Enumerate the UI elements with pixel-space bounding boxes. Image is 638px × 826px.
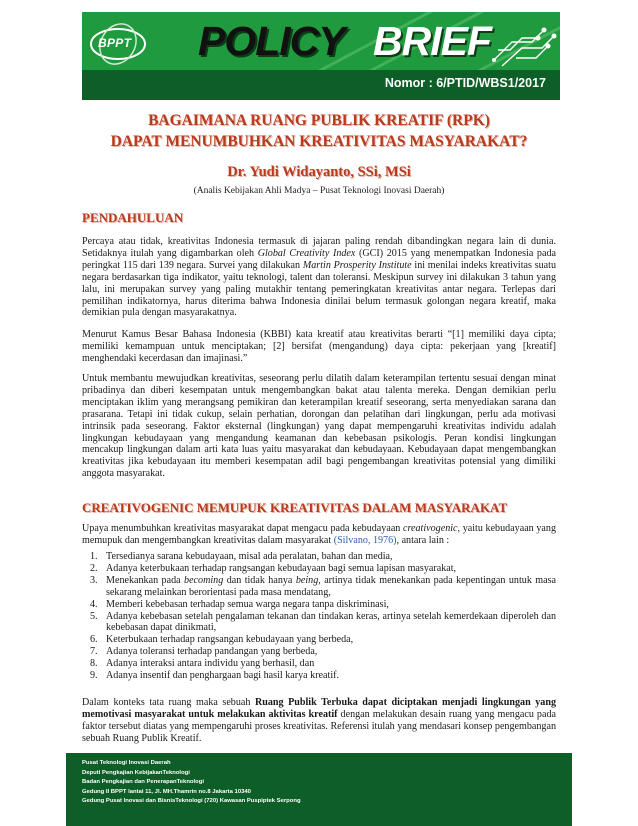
section-heading-pendahuluan: PENDAHULUAN [82,210,184,225]
text-run: dan tidak hanya [223,574,296,586]
list-item-text: Adanya keterbukaan terhadap rangsangan kebudayaan bagi semua lapisan masyarakat, [106,562,457,574]
list-number: 2. [90,562,98,574]
text-run-bold: Ruang Publik Terbuka dapat diciptakan menjadi lingkungan yang memotivasi masyarakat untuk melakukan aktivitas kreatif [82,697,556,720]
text-run-italic: being [295,574,319,586]
list-item-text: Adanya interaksi antara individu yang berhasil, dan [106,658,315,670]
text-run-italic: Martin Prosperity Institute [302,259,412,271]
text-run: Dalam konteks tata ruang maka sebuah [82,697,255,708]
footer-line: Gedung Pusat Inovasi dan BisnisTeknologi (720) Kawasan Puspiptek Serpong [82,798,301,805]
author-name: Dr. Yudi Widayanto, SSi, MSi [227,164,411,180]
list-item [82,551,556,563]
list-item-text: Adanya toleransi terhadap pandangan yang berbeda, [106,646,318,658]
document-title-line1: BAGAIMANA RUANG PUBLIK KREATIF (RPK) [148,112,490,129]
text-run-italic: becoming [184,574,224,586]
list-number: 6. [90,634,98,646]
paragraph-creativogenic-intro [82,523,556,547]
list-item [82,575,556,599]
text-run: Upaya menumbuhkan kreativitas masyarakat dapat mengacu pada kebudayaan [82,523,403,534]
list-number: 8. [90,658,98,670]
list-number: 4. [90,598,98,610]
list-number: 3. [90,574,98,586]
footer-line: Badan Pengkajian dan PenerapanTeknologi [82,779,204,786]
creativogenic-list [82,551,556,682]
banner-title-brief: BRIEF [373,18,491,64]
list-item-text: Adanya kebebasan setelah pengalaman tekanan dan tindakan keras, artinya setelah kemerdekaan diperoleh dan kebebasan dapat dinikmati, [106,610,556,634]
footer-address [82,759,301,807]
banner-title-policy: POLICY [198,18,345,64]
footer-address-band [66,753,572,826]
list-item-text: Adanya insentif dan penghargaan bagi hasil karya kreatif. [106,670,340,682]
text-run: dengan melakukan desain ruang yang mengacu pada faktor tersebut diatas yang mempengaruhi proses kreativitas. Referensi itulah yang mendasari konsep pengembangan sebuah Ruang Publik Kreatif. [82,708,556,744]
list-item [82,611,556,635]
document-title-line2: DAPAT MENUMBUHKAN KREATIVITAS MASYARAKAT? [110,133,528,150]
section-heading-creativogenic: CREATIVOGENIC MEMUPUK KREATIVITAS DALAM MASYARAKAT [82,500,508,515]
text-run: ini menilai indeks kreativitas suatu negara berdasarkan tiga indikator, yaitu teknologi, talent dan toleransi. Meskipun survey ini dilakukan 3 tahun yang lalu, ini merupakan survey yang paling mutakhir tentang pemeringkatan kreativitas antar negara. Terlepas dari pemilihan indikatornya, harus diterima bahwa Indonesia dinilai belum termasuk golongan negara kreatif, maka demikian pula dengan masyarakatnya. [82,259,556,319]
footer-line: Gedung II BPPT lantai 11, Jl. MH.Thamrin no.8 Jakarta 10340 [82,788,251,795]
text-run-italic: Global Creativity Index [257,247,356,259]
document-title [60,110,578,152]
list-item [82,658,556,670]
list-item-text: Tersedianya sarana kebudayaan, misal ada peralatan, bahan dan media, [106,551,393,562]
list-number: 7. [90,646,98,658]
text-run-italic: creativogenic [402,523,458,534]
paragraph-kbbi: Menurut Kamus Besar Bahasa Indonesia (KBBI) kata kreatif atau kreativitas berarti “[1] memiliki daya cipta; memiliki kemampuan untuk menciptakan; [2] bersifat (mengandung) daya cipta: pekerjaan yang [kreatif] menghendaki kecerdasan dan imajinasi.” [82,329,556,364]
document-number: Nomor : 6/PTID/WBS1/2017 [384,76,546,90]
list-item [82,646,556,658]
text-run: , yaitu kebudayaan yang memupuk dan mengembangkan kreativitas dalam masyarakat [82,523,556,546]
text-run: Percaya atau tidak, kreativitas Indonesia termasuk di jajaran paling rendah dibandingkan negara lain di dunia. Setidaknya itulah yang digambarkan oleh [82,236,556,259]
list-item [82,670,556,682]
author-affiliation: (Analis Kebijakan Ahli Madya – Pusat Teknologi Inovasi Daerah) [193,186,445,196]
list-item [82,599,556,611]
circuit-board-icon [492,20,558,68]
text-run: (GCI) 2015 yang menempatkan Indonesia pada peringkat 115 dari 139 negara. Survei yang dilakukan [82,247,556,271]
list-item [82,563,556,575]
text-run: , antara lain : [396,534,450,546]
text-run: , artinya tidak menekankan pada kepentingan untuk masa sekarang melainkan berorientasi pada masa mendatang, [106,574,557,598]
paragraph-intro [82,236,556,319]
list-number: 1. [90,551,98,562]
list-number: 5. [90,610,98,622]
footer-line: Pusat Teknologi Inovasi Daerah [82,760,171,766]
text-run: Menekankan pada [106,574,185,586]
footer-line: Deputi Pengkajian KebijakanTeknologi [82,769,190,776]
list-item-text: Memberi kebebasan terhadap semua warga negara tanpa diskriminasi, [106,598,389,610]
bppt-logo-text: BPPT [98,36,132,50]
policy-brief-banner [82,12,560,100]
list-number: 9. [90,670,98,682]
list-item-text: Keterbukaan terhadap rangsangan kebudayaan yang berbeda, [106,634,354,646]
paragraph-closing [82,697,556,745]
list-item [82,634,556,646]
citation-link[interactable]: (Silvano, 1976) [333,534,397,546]
paragraph-kreativitas: Untuk membantu mewujudkan kreativitas, seseorang perlu dilatih dalam keterampilan tertentu sesuai dengan minat pribadinya dan diberi kesempatan untuk mengembangkan bakat atau talenta mereka. Dengan demikian perlu menciptakan iklim yang merangsang pemikiran dan keterampilan kreatif seseorang, serta menyediakan sarana dan prasarana. Tetapi ini tidak cukup, selain perhatian, dorongan dan pelatihan dari lingkungan, perlu ada motivasi intrinsik pada seseorang. Faktor eksternal (lingkungan) yang dapat mempengaruhi kreativitas individu adalah lingkungan kebudayaan yang mengandung keamanan dan kebebasan psikologis. Peran kondisi lingkungan mencakup lingkungan dalam arti kata luas yaitu masyarakat dan kebudayaan. Kebudayaan dapat mengembangkan kreativitas jika kebudayaan itu memberi kesempatan adil bagi pengembangan kreativitas potensial yang dimiliki anggota masyarakat. [82,373,556,480]
